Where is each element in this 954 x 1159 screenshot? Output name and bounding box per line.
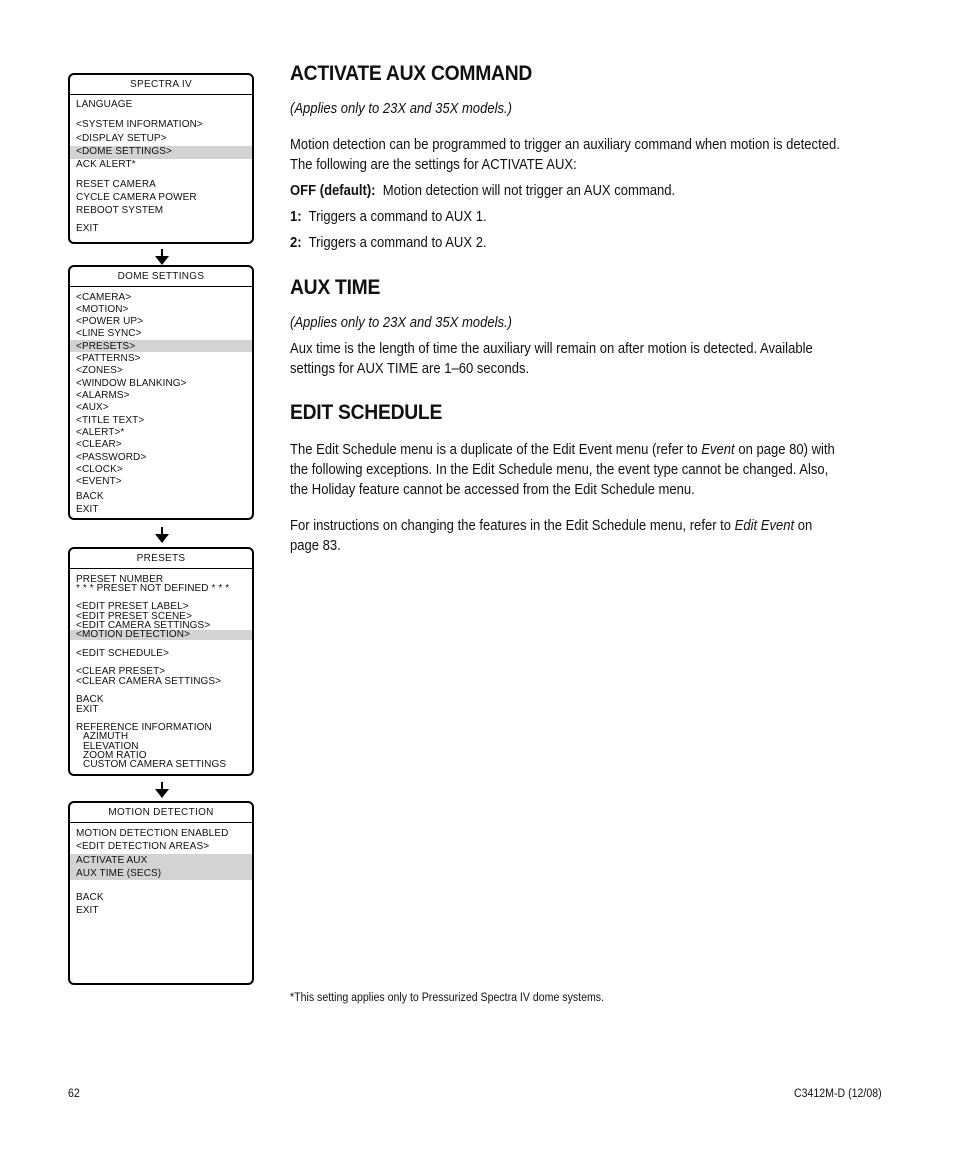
menu-item: <POWER UP> bbox=[76, 316, 144, 327]
cross-reference: Edit Event bbox=[734, 518, 795, 534]
menu-item: EXIT bbox=[76, 704, 99, 715]
menu-item: CUSTOM CAMERA SETTINGS bbox=[83, 759, 227, 770]
menu-item: <EVENT> bbox=[76, 476, 122, 487]
aux-time-heading: AUX TIME bbox=[290, 276, 381, 299]
menu-item: <ZONES> bbox=[76, 365, 123, 376]
body-line: the Holiday feature cannot be accessed from the Edit Schedule menu. bbox=[290, 482, 695, 498]
menu-item: CYCLE CAMERA POWER bbox=[76, 192, 197, 203]
body-line: the following exceptions. In the Edit Schedule menu, the event type cannot be changed. Also, bbox=[290, 462, 829, 478]
option-2 bbox=[290, 233, 875, 253]
menu-item: ZOOM RATIO bbox=[83, 750, 147, 761]
body-text: For instructions on changing the features in the Edit Schedule menu, refer to bbox=[290, 518, 735, 534]
menu-item: <PASSWORD> bbox=[76, 452, 147, 463]
menu-item: BACK bbox=[76, 491, 104, 502]
option-label: OFF (default): bbox=[290, 183, 376, 199]
edit-schedule-para-2 bbox=[290, 516, 875, 556]
menu-item: EXIT bbox=[76, 905, 99, 916]
edit-schedule-para-1 bbox=[290, 440, 875, 500]
activate-aux-applies: (Applies only to 23X and 35X models.) bbox=[290, 101, 512, 117]
option-off bbox=[290, 181, 875, 201]
option-label: 1: bbox=[290, 209, 302, 225]
menu-item: <EDIT CAMERA SETTINGS> bbox=[76, 620, 211, 631]
down-arrow-icon bbox=[155, 782, 169, 798]
menu-item: <LINE SYNC> bbox=[76, 328, 142, 339]
menu-item: <AUX> bbox=[76, 402, 109, 413]
menu-item: PRESET NUMBER bbox=[76, 574, 164, 585]
activate-aux-intro bbox=[290, 135, 875, 175]
menu-item: ACK ALERT* bbox=[76, 159, 136, 170]
dome-settings-menu bbox=[68, 265, 254, 520]
option-text: Motion detection will not trigger an AUX command. bbox=[382, 183, 676, 199]
body-text: The Edit Schedule menu is a duplicate of the Edit Event menu (refer to bbox=[290, 442, 702, 458]
menu-item: <PRESETS> bbox=[76, 341, 136, 352]
menu-item: REBOOT SYSTEM bbox=[76, 205, 164, 216]
motion-detection-menu bbox=[68, 801, 254, 985]
menu-item: <EDIT SCHEDULE> bbox=[76, 648, 170, 659]
menu-title: PRESETS bbox=[70, 549, 252, 569]
menu-item: * * * PRESET NOT DEFINED * * * bbox=[76, 583, 230, 594]
cross-reference: Event bbox=[701, 442, 735, 458]
menu-title: SPECTRA IV bbox=[70, 75, 252, 95]
page-number: 62 bbox=[68, 1088, 80, 1100]
menu-item: ELEVATION bbox=[83, 741, 139, 752]
option-text: Triggers a command to AUX 2. bbox=[308, 235, 487, 251]
menu-item: <WINDOW BLANKING> bbox=[76, 378, 187, 389]
menu-item: <DISPLAY SETUP> bbox=[76, 133, 167, 144]
menu-item: <CLEAR CAMERA SETTINGS> bbox=[76, 676, 222, 687]
down-arrow-icon bbox=[155, 249, 169, 265]
menu-item: <CAMERA> bbox=[76, 292, 132, 303]
menu-item: <EDIT DETECTION AREAS> bbox=[76, 841, 210, 852]
presets-menu bbox=[68, 547, 254, 776]
menu-item: MOTION DETECTION ENABLED bbox=[76, 828, 229, 839]
menu-item: <DOME SETTINGS> bbox=[76, 146, 172, 157]
document-id: C3412M-D (12/08) bbox=[794, 1088, 882, 1100]
menu-item: <EDIT PRESET SCENE> bbox=[76, 611, 193, 622]
footnote: *This setting applies only to Pressurized Spectra IV dome systems. bbox=[290, 992, 605, 1004]
menu-item: AUX TIME (SECS) bbox=[76, 868, 162, 879]
menu-item: RESET CAMERA bbox=[76, 179, 156, 190]
body-line: Aux time is the length of time the auxiliary will remain on after motion is detected. Available bbox=[290, 341, 813, 357]
menu-item: <TITLE TEXT> bbox=[76, 415, 145, 426]
body-line: page 83. bbox=[290, 538, 341, 554]
menu-item: <ALARMS> bbox=[76, 390, 130, 401]
aux-time-applies: (Applies only to 23X and 35X models.) bbox=[290, 315, 512, 331]
menu-title: MOTION DETECTION bbox=[70, 803, 252, 823]
option-1 bbox=[290, 207, 875, 227]
menu-item: <CLOCK> bbox=[76, 464, 123, 475]
aux-time-body bbox=[290, 339, 875, 379]
menu-item: BACK bbox=[76, 892, 104, 903]
menu-item: EXIT bbox=[76, 504, 99, 515]
menu-item: BACK bbox=[76, 694, 104, 705]
menu-item: ACTIVATE AUX bbox=[76, 855, 148, 866]
menu-item: EXIT bbox=[76, 223, 99, 234]
menu-item: <PATTERNS> bbox=[76, 353, 141, 364]
menu-item: <MOTION DETECTION> bbox=[76, 629, 191, 640]
body-text: on bbox=[794, 518, 813, 534]
menu-item: <EDIT PRESET LABEL> bbox=[76, 601, 189, 612]
menu-item: AZIMUTH bbox=[83, 731, 129, 742]
intro-line: Motion detection can be programmed to trigger an auxiliary command when motion is detected. bbox=[290, 137, 840, 153]
menu-item: <ALERT>* bbox=[76, 427, 125, 438]
menu-item: <CLEAR PRESET> bbox=[76, 666, 166, 677]
body-line: settings for AUX TIME are 1–60 seconds. bbox=[290, 361, 530, 377]
menu-item: <MOTION> bbox=[76, 304, 129, 315]
edit-schedule-heading: EDIT SCHEDULE bbox=[290, 401, 443, 424]
menu-item: REFERENCE INFORMATION bbox=[76, 722, 212, 733]
option-text: Triggers a command to AUX 1. bbox=[308, 209, 487, 225]
body-text: on page 80) with bbox=[734, 442, 835, 458]
activate-aux-heading: ACTIVATE AUX COMMAND bbox=[290, 62, 533, 85]
spectra-menu bbox=[68, 73, 254, 244]
menu-item: <SYSTEM INFORMATION> bbox=[76, 119, 203, 130]
menu-item: <CLEAR> bbox=[76, 439, 122, 450]
option-label: 2: bbox=[290, 235, 302, 251]
menu-title: DOME SETTINGS bbox=[70, 267, 252, 287]
menu-item: LANGUAGE bbox=[76, 99, 133, 110]
intro-line: The following are the settings for ACTIVATE AUX: bbox=[290, 157, 577, 173]
down-arrow-icon bbox=[155, 527, 169, 543]
